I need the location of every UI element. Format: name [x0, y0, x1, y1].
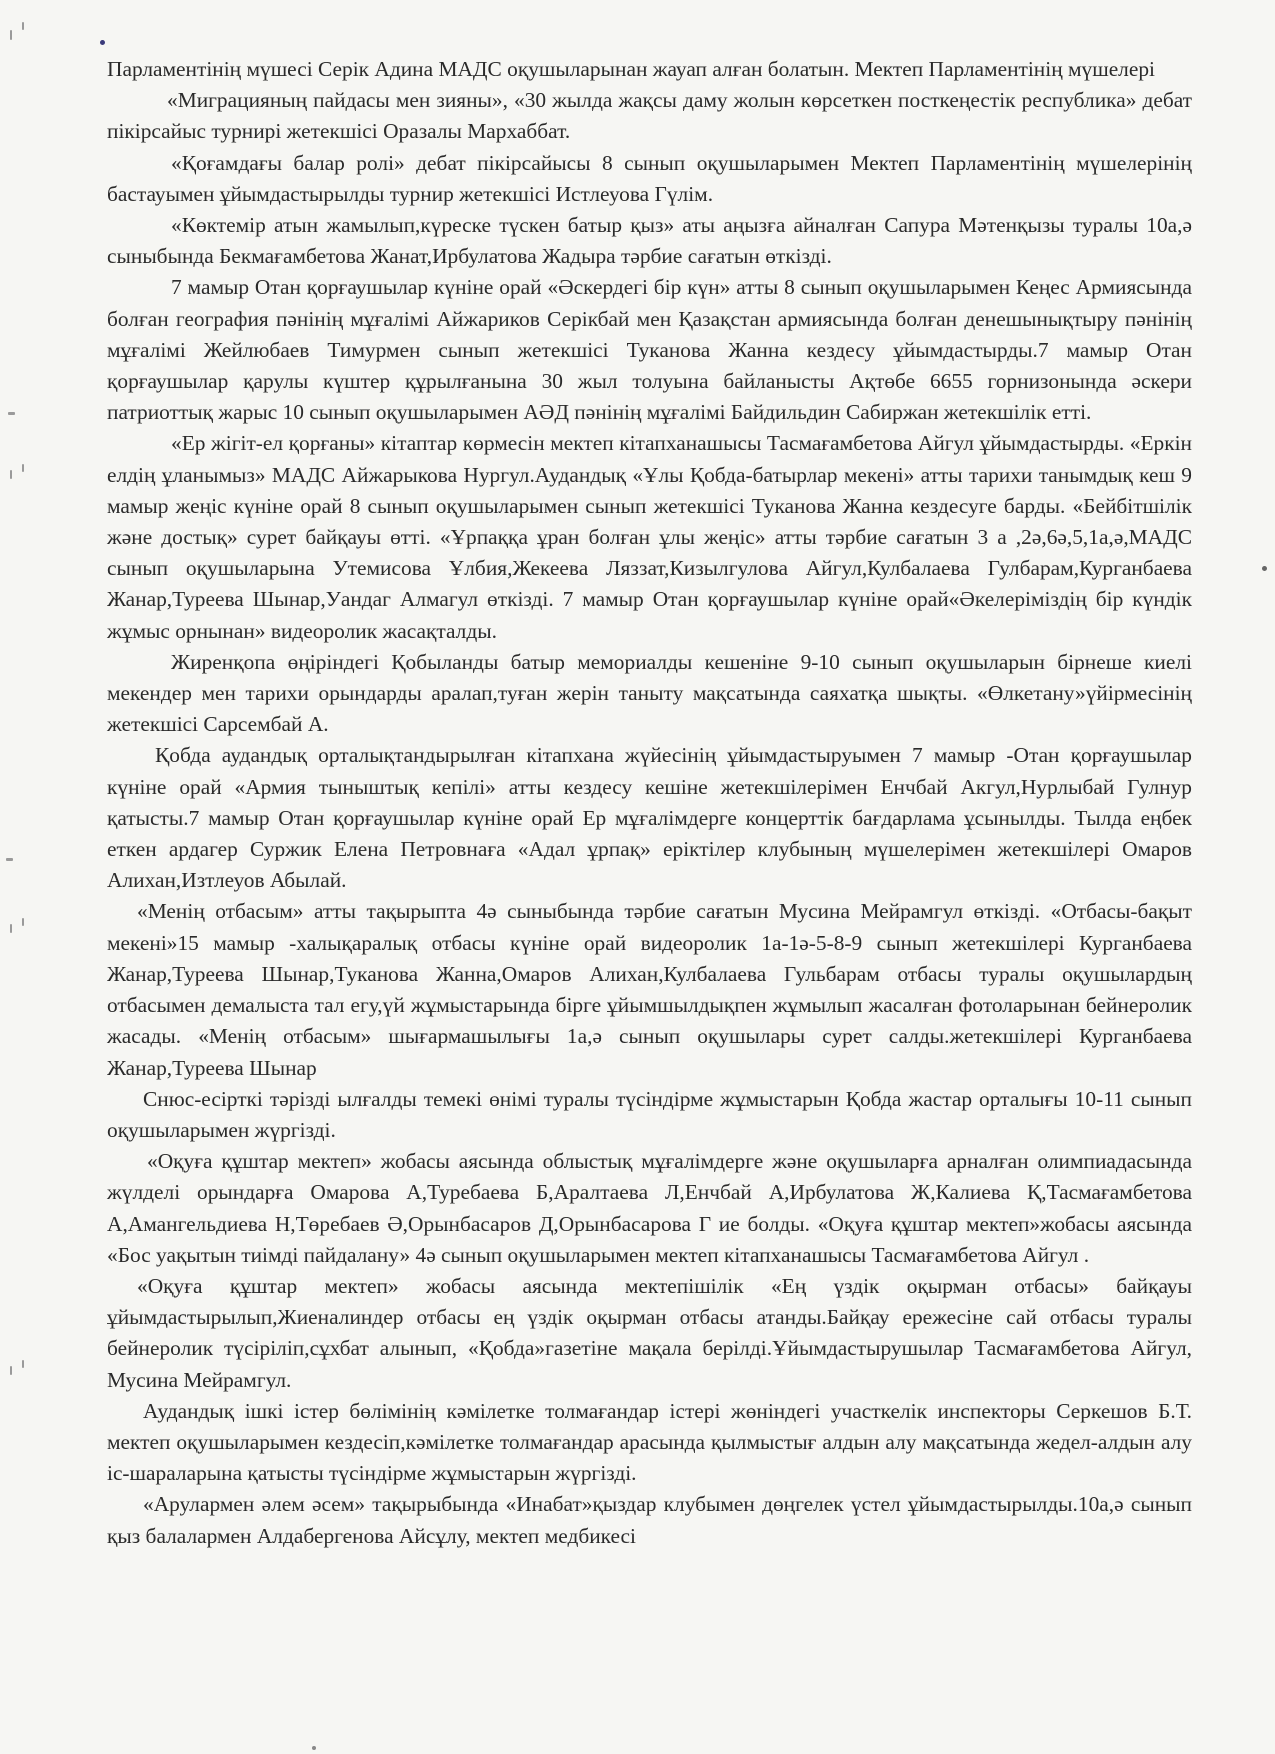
paragraph: «Қоғамдағы балар ролі» дебат пікірсайысы 8 сынып оқушыларымен Мектеп Парламентінің мүшелерінің бастауымен ұйымдастырылды турнир жетекшісі Истлеуова Гүлім. [107, 150, 1192, 206]
paragraph: «Оқуға құштар мектеп» жобасы аясында мектепішілік «Ең үздік оқырман отбасы» байқауы ұйымдастырылып,Жиеналиндер отбасы ең үздік оқырман отбасы атанды.Байқау ережесіне сай отбасы туралы бейнеролик түсіріліп,сұхбат алынып, «Қобда»газетіне мақала берілді.Ұйымдастырушылар Тасмағамбетова Айгул, Мусина Мейрамгул. [107, 1273, 1192, 1392]
paragraph: «Миграцияның пайдасы мен зияны», «30 жылда жақсы даму жолын көрсеткен посткеңестік республика» дебат пікірсайыс турнирі жетекшісі Оразалы Мархаббат. [107, 88, 1192, 144]
scan-mark [10, 30, 12, 40]
scan-dot [100, 40, 105, 45]
paragraph: «Менің отбасым» атты тақырыпта 4ә сыныбында тәрбие сағатын Мусина Мейрамгул өткізді. «Отбасы-бақыт мекені»15 мамыр -халықаралық отбасы күніне орай видеоролик 1а-1ә-5-8-9 сынып жетекшілері Курганбаева Жанар,Туреева Шынар,Туканова Жанна,Омаров Алихан,Кулбалаева Гульбарам отбасы туралы оқушылардың отбасымен демалыста тал егу,үй жұмыстарында бірге ұйымшылдықпен жұмылып жасалған фотоларынан бейнеролик жасады. «Менің отбасым» шығармашылығы 1а,ә сынып оқушылары сурет салды.жетекшілері Курганбаева Жанар,Туреева Шынар [107, 899, 1192, 1080]
paragraph: Парламентінің мүшесі Серік Адина МАДС оқушыларынан жауап алған болатын. Мектеп Парламентінің мүшелері [107, 57, 1155, 81]
paragraph: Аудандық ішкі істер бөлімінің кәмілетке толмағандар істері жөніндегі участкелік инспекторы Серкешов Б.Т. мектеп оқушыларымен кездесіп,кәмілетке толмағандар арасында қылмыстығ алдын алу мақсатында жедел-алдын алу іс-шараларына қатысты түсіндірме жұмыстарын жүргізді. [107, 1398, 1192, 1486]
scan-dot [312, 1746, 316, 1750]
scan-mark [22, 1360, 24, 1368]
paragraph: «Оқуға құштар мектеп» жобасы аясында облыстық мұғалімдерге және оқушыларға арналған олимпиадасында жүлделі орындарға Омарова А,Туребаева Б,Аралтаева Л,Енчбай А,Ирбулатова Ж,Калиева Қ,Тасмағамбетова А,Амангельдиева Н,Төребаев Ә,Орынбасаров Д,Орынбасарова Г ие болды. «Оқуға құштар мектеп»жобасы аясында «Бос уақытын тиімді пайдалану» 4ә сынып оқушыларымен мектеп кітапханашысы Тасмағамбетова Айгул . [107, 1149, 1192, 1267]
paragraph: Қобда аудандық орталықтандырылған кітапхана жүйесінің ұйымдастыруымен 7 мамыр -Отан қорғаушылар күніне орай «Армия тыныштық кепілі» атты кездесу кешіне жетекшілерімен Енчбай Акгул,Нурлыбай Гулнур қатысты.7 мамыр Отан қорғаушылар күніне орай Ер мұғалімдерге концерттік бағдарлама ұсынылды. Тылда еңбек еткен ардагер Суржик Елена Петровнаға «Адал ұрпақ» еріктілер клубының мүшелерімен жетекшілері Омаров Алихан,Изтлеуов Абылай. [107, 743, 1192, 893]
scan-mark [22, 918, 24, 926]
scan-mark [10, 1366, 12, 1375]
scan-mark [22, 464, 24, 472]
scan-dot [1262, 566, 1267, 571]
scan-mark [22, 22, 24, 30]
paragraph: Жиренқопа өңіріндегі Қобыланды батыр мемориалды кешеніне 9-10 сынып оқушыларын бірнеше киелі мекендер мен тарихи орындарды аралап,туған жерін таныту мақсатында саяхатқа шықты. «Өлкетану»үйірмесінің жетекшісі Сарсембай А. [107, 649, 1192, 737]
paragraph: 7 мамыр Отан қорғаушылар күніне орай «Әскердегі бір күн» атты 8 сынып оқушыларымен Кеңес Армиясында болған география пәнінің мұғалімі Айжариков Серікбай мен Қазақстан армиясында болған денешынықтыру пәнінің мұғалімі Жейлюбаев Тимурмен сынып жетекшісі Туканова Жанна кездесу ұйымдастырды.7 мамыр Отан қорғаушылар қарулы күштер құрылғанына 30 жыл толуына байланысты Ақтөбе 6655 горнизонында әскери патриоттық жарыс 10 сынып оқушыларымен АӘД пәнінің мұғалімі Байдильдин Сабиржан жетекшілік етті. [107, 275, 1192, 425]
scan-mark [8, 412, 15, 415]
paragraph: «Арулармен әлем әсем» тақырыбында «Инабат»қыздар клубымен дөңгелек үстел ұйымдастырылды.10а,ә сынып қыз балалармен Алдабергенова Айсұлу, мектеп медбикесі [107, 1492, 1192, 1548]
paragraph: «Ер жігіт-ел қорғаны» кітаптар көрмесін мектеп кітапханашысы Тасмағамбетова Айгул ұйымдастырды. «Еркін елдің ұланымыз» МАДС Айжарыкова Нургул.Аудандық «Ұлы Қобда-батырлар мекені» атты тарихи танымдық кеш 9 мамыр жеңіс күніне орай 8 сынып оқушыларымен сынып жетекшісі Туканова Жанна кездесуге барды. «Бейбітшілік және достық» сурет байқауы өтті. «Ұрпаққа ұран болған ұлы жеңіс» атты тәрбие сағатын 3 а ,2ә,6ә,5,1а,ә,МАДС сынып оқушыларына Утемисова Ұлбия,Жекеева Ляззат,Кизылгулова Айгул,Кулбалаева Гулбарам,Курганбаева Жанар,Туреева Шынар,Уандаг Алмагул өткізді. 7 мамыр Отан қорғаушылар күніне орай«Әкелеріміздің бір күндік жұмыс орнынан» видеоролик жасақталды. [107, 431, 1192, 643]
scan-mark [10, 470, 12, 479]
scan-mark [6, 858, 13, 861]
paragraph: «Көктемір атын жамылып,күреске түскен батыр қыз» аты аңызға айналған Сапура Мәтенқызы туралы 10а,ә сыныбында Бекмағамбетова Жанат,Ирбулатова Жадыра тәрбие сағатын өткізді. [107, 213, 1192, 269]
paragraph: Снюс-есірткі тәрізді ылғалды темекі өнімі туралы түсіндірме жұмыстарын Қобда жастар орталығы 10-11 сынып оқушыларымен жүргізді. [107, 1086, 1192, 1142]
scan-mark [10, 924, 12, 933]
document-body [107, 54, 1192, 1552]
